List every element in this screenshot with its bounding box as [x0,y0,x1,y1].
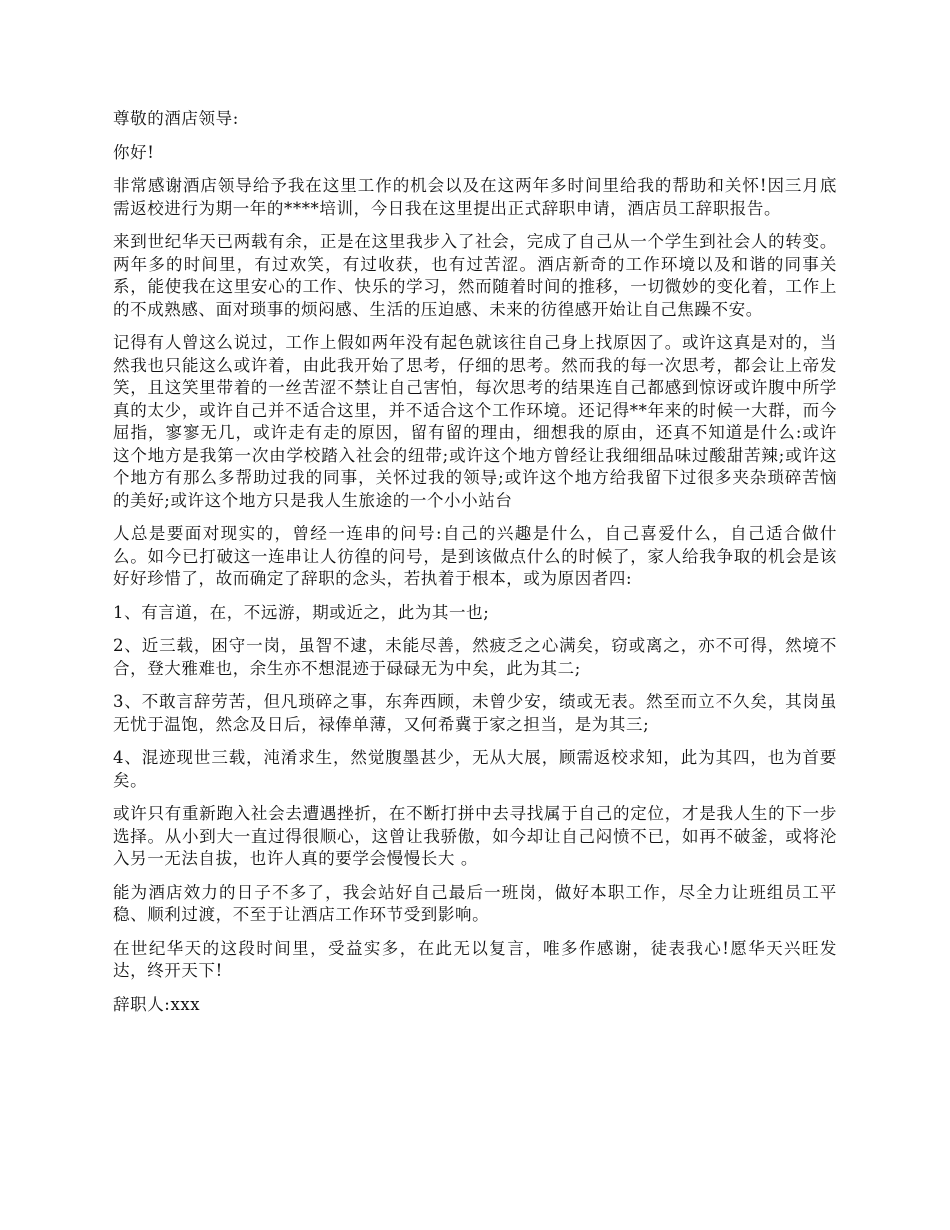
reason-item: 2、近三载，困守一岗，虽智不逮，未能尽善，然疲乏之心满矣，窃或离之，亦不可得，然境不合，登大雅难也，余生亦不想混迹于碌碌无为中矣，此为其二; [113,636,837,678]
reason-item: 4、混迹现世三载，沌淆求生，然觉腹墨甚少，无从大展，顾需返校求知，此为其四，也为首要矣。 [113,748,837,790]
signature: 辞职人:xxx [113,994,201,1014]
letter-body [113,108,837,1016]
paragraph: 人总是要面对现实的，曾经一连串的问号:自己的兴趣是什么，自己喜爱什么，自己适合做什么。如今已打破这一连串让人彷徨的问号，是到该做点什么的时候了，家人给我争取的机会是该好好珍惜了，故而确定了辞职的念头，若执着于根本，或为原因者四: [113,524,837,588]
reason-item: 3、不敢言辞劳苦，但凡琐碎之事，东奔西顾，未曾少安，绩或无表。然至而立不久矣，其岗虽无忧于温饱，然念及日后，禄俸单薄，又何希冀于家之担当，是为其三; [113,692,837,734]
greeting: 你好! [113,142,155,162]
paragraph: 在世纪华天的这段时间里，受益实多，在此无以复言，唯多作感谢，徒表我心!愿华天兴旺发达，终开天下! [113,938,837,980]
paragraph: 来到世纪华天已两载有余，正是在这里我步入了社会，完成了自己从一个学生到社会人的转变。两年多的时间里，有过欢笑，有过收获，也有过苦涩。酒店新奇的工作环境以及和谐的同事关系，能使我在这里安心的工作、快乐的学习，然而随着时间的推移，一切微妙的变化着，工作上的不成熟感、面对琐事的烦闷感、生活的压迫感、未来的彷徨感开始让自己焦躁不安。 [113,232,837,319]
paragraph: 记得有人曾这么说过，工作上假如两年没有起色就该往自己身上找原因了。或许这真是对的，当然我也只能这么或许着，由此我开始了思考，仔细的思考。然而我的每一次思考，都会让上帝发笑，且这笑里带着的一丝苦涩不禁让自己害怕，每次思考的结果连自己都感到惊讶或许腹中所学真的太少，或许自己并不适合这里，并不适合这个工作环境。还记得**年来的时候一大群，而今屈指，寥寥无几，或许走有走的原因，留有留的理由，细想我的原由，还真不知道是什么:或许这个地方是我第一次由学校踏入社会的纽带;或许这个地方曾经让我细细品味过酸甜苦辣;或许这个地方有那么多帮助过我的同事，关怀过我的领导;或许这个地方给我留下过很多夹杂琐碎苦恼的美好;或许这个地方只是我人生旅途的一个小小站台 [113,333,837,510]
paragraph: 非常感谢酒店领导给予我在这里工作的机会以及在这两年多时间里给我的帮助和关怀!因三月底需返校进行为期一年的****培训，今日我在这里提出正式辞职申请，酒店员工辞职报告。 [113,176,837,218]
reason-item: 1、有言道，在，不远游，期或近之，此为其一也; [113,602,490,622]
paragraph: 或许只有重新跑入社会去遭遇挫折，在不断打拼中去寻找属于自己的定位，才是我人生的下一步选择。从小到大一直过得很顺心，这曾让我骄傲，如今却让自己闷愤不已，如再不破釜，或将沦入另一无法自拔，也许人真的要学会慢慢长大 。 [113,804,837,868]
paragraph: 能为酒店效力的日子不多了，我会站好自己最后一班岗，做好本职工作，尽全力让班组员工平稳、顺利过渡，不至于让酒店工作环节受到影响。 [113,882,837,924]
salutation: 尊敬的酒店领导: [113,109,239,128]
